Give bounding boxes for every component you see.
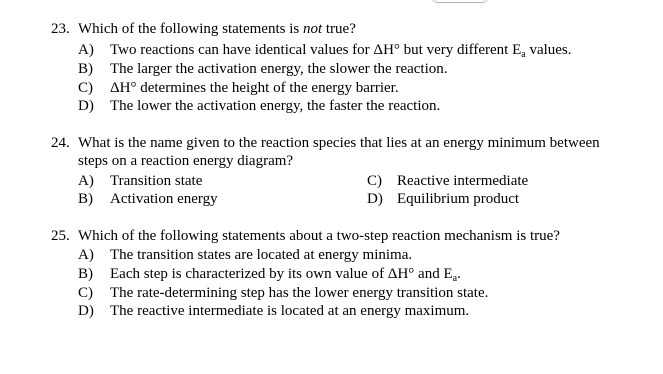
- option-text: The rate-determining step has the lower energy transition state.: [110, 285, 489, 301]
- cropped-glyph-fragment: [430, 0, 490, 3]
- option-letter: D): [78, 98, 94, 114]
- question-stem-line-2: steps on a reaction energy diagram?: [78, 153, 294, 169]
- question-stem-line-1: What is the name given to the reaction species that lies at an energy minimum between: [78, 135, 600, 151]
- option-text: Two reactions can have identical values for ΔH° but very different $E_a$ values.: [110, 42, 572, 60]
- option-text: The lower the activation energy, the faster the reaction.: [110, 98, 441, 114]
- option-text: The larger the activation energy, the slower the reaction.: [110, 61, 448, 77]
- question-number: 23.: [51, 21, 70, 37]
- option-text: ΔH° determines the height of the energy barrier.: [110, 80, 399, 96]
- question-stem: Which of the following statements about a two-step reaction mechanism is true?: [78, 228, 560, 244]
- option-letter: A): [78, 42, 94, 58]
- option-text: Each step is characterized by its own value of ΔH° and $E_a$.: [110, 266, 461, 284]
- question-stem: Which of the following statements is not true?: [78, 21, 356, 37]
- option-letter: C): [78, 80, 93, 96]
- option-letter: C): [367, 173, 382, 189]
- option-text: The reactive intermediate is located at an energy maximum.: [110, 303, 470, 319]
- option-letter: B): [78, 266, 93, 282]
- option-text: The transition states are located at energy minima.: [110, 247, 413, 263]
- option-text: Equilibrium product: [397, 191, 520, 207]
- option-letter: D): [367, 191, 383, 207]
- option-letter: C): [78, 285, 93, 301]
- question-number: 24.: [51, 135, 70, 151]
- option-letter: A): [78, 247, 94, 263]
- option-letter: A): [78, 173, 94, 189]
- option-letter: D): [78, 303, 94, 319]
- emphasis-text: not: [302, 21, 323, 37]
- question-number: 25.: [51, 228, 70, 244]
- option-text: Reactive intermediate: [397, 173, 529, 189]
- option-text: Transition state: [110, 173, 203, 189]
- option-letter: B): [78, 61, 93, 77]
- option-text: Activation energy: [110, 191, 218, 207]
- option-letter: B): [78, 191, 93, 207]
